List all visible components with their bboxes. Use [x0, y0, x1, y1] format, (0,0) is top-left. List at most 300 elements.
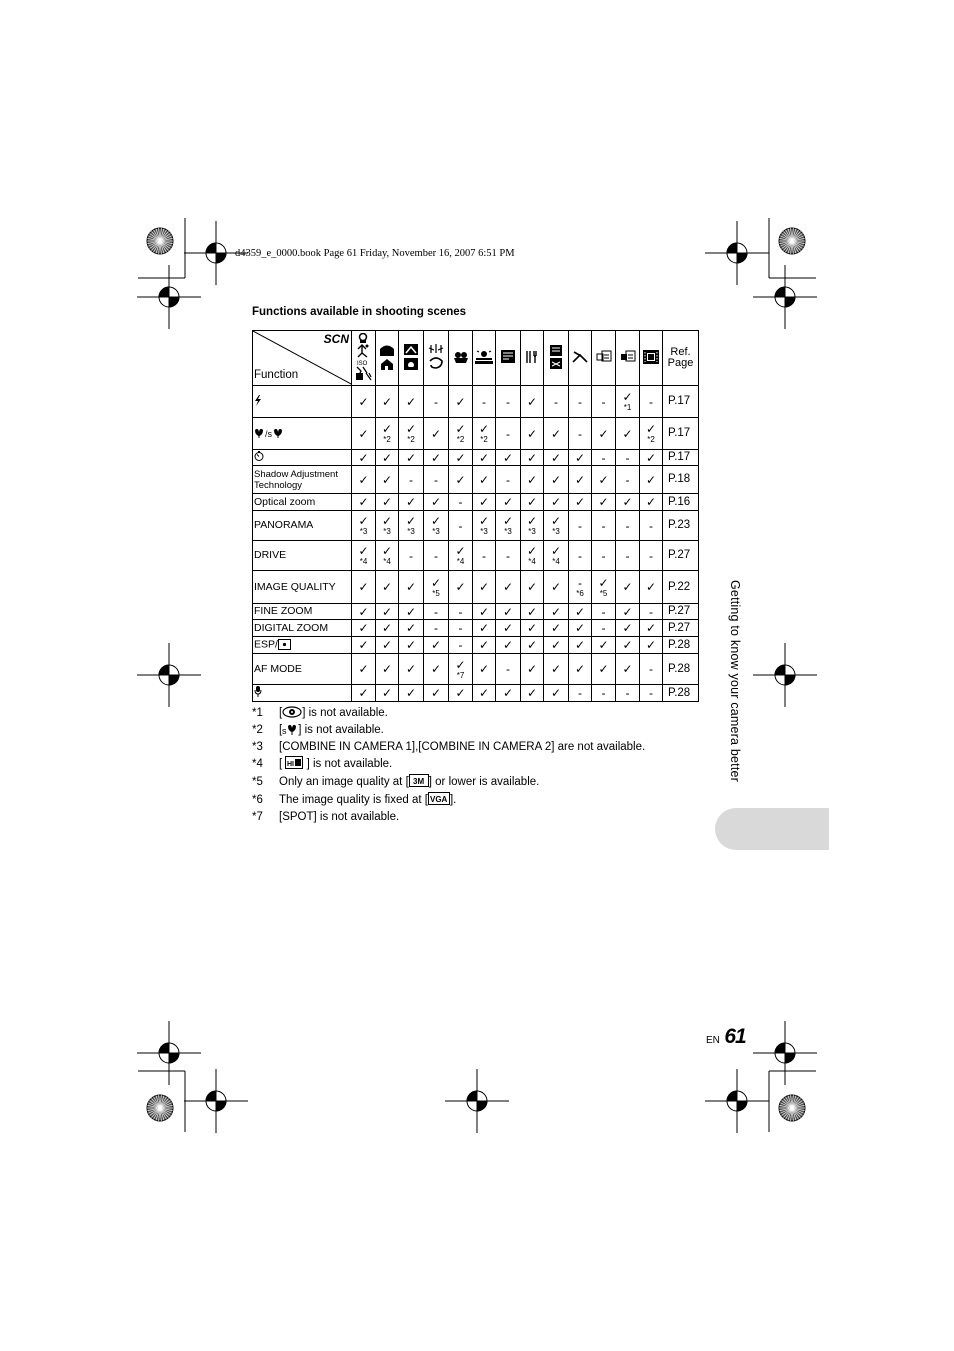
availability-cell — [449, 418, 473, 450]
availability-cell — [496, 466, 521, 494]
availability-cell — [569, 511, 592, 541]
availability-cell — [424, 637, 449, 654]
check-mark: ✓ — [645, 621, 657, 635]
svg-text:/s: /s — [265, 428, 273, 438]
availability-cell — [569, 654, 592, 685]
footnote-ref: *3 — [528, 527, 536, 536]
check-mark: ✓ — [455, 544, 466, 558]
availability-cell — [473, 541, 496, 571]
availability-cell — [592, 450, 616, 466]
footnote-ref: *3 — [432, 527, 440, 536]
availability-cell — [496, 511, 521, 541]
function-cell — [253, 654, 352, 685]
availability-cell — [473, 637, 496, 654]
dash-mark: - — [649, 548, 653, 563]
footnote-key: *4 — [252, 757, 263, 770]
page-number — [706, 1025, 746, 1049]
shoot-select-icon — [549, 361, 563, 373]
availability-cell — [521, 466, 544, 494]
availability-cell — [352, 654, 376, 685]
availability-cell — [424, 685, 449, 702]
availability-cell — [592, 418, 616, 450]
footnote-text-end: ] is not available. — [302, 707, 388, 719]
page-lang: EN — [706, 1035, 720, 1046]
check-mark: ✓ — [405, 495, 417, 509]
check-mark: ✓ — [405, 422, 417, 436]
footnote-ref: *3 — [552, 527, 560, 536]
availability-cell — [496, 571, 521, 604]
dash-mark: - — [506, 662, 510, 676]
dash-mark: - — [649, 394, 653, 409]
footnote-text: [COMBINE IN CAMERA 1],[COMBINE IN CAMERA 2] are not available. — [279, 741, 646, 754]
function-label: AF MODE — [254, 662, 302, 675]
self-portrait-sunset-icon — [403, 362, 419, 374]
availability-cell — [399, 450, 424, 466]
availability-cell — [544, 494, 569, 511]
check-mark: ✓ — [502, 638, 514, 652]
availability-cell — [496, 620, 521, 637]
availability-cell — [569, 604, 592, 620]
check-mark: ✓ — [645, 422, 657, 436]
function-label: IMAGE QUALITY — [254, 580, 336, 593]
availability-cell — [399, 494, 424, 511]
availability-cell — [424, 541, 449, 571]
availability-cell — [496, 541, 521, 571]
check-mark: ✓ — [526, 686, 538, 700]
check-mark: ✓ — [645, 495, 657, 509]
footnote-text: [ — [279, 757, 286, 770]
table-row — [253, 494, 699, 511]
check-mark: ✓ — [622, 495, 633, 509]
availability-cell — [640, 541, 663, 571]
check-mark: ✓ — [478, 422, 490, 436]
dash-mark: - — [601, 686, 606, 700]
check-mark: ✓ — [358, 472, 369, 487]
svg-text:HI: HI — [287, 760, 295, 768]
availability-cell — [544, 386, 569, 418]
function-cell — [253, 386, 352, 418]
availability-cell — [544, 466, 569, 494]
supermacro-icon — [282, 723, 298, 740]
check-mark: ✓ — [645, 450, 657, 465]
check-mark: ✓ — [526, 495, 538, 509]
check-mark: ✓ — [358, 580, 369, 594]
availability-cell — [473, 418, 496, 450]
availability-cell — [616, 386, 640, 418]
check-mark: ✓ — [598, 472, 609, 487]
check-mark: ✓ — [502, 580, 514, 594]
availability-cell — [449, 511, 473, 541]
file-header-line: d4359_e_0000.book Page 61 Friday, November 16, 2007 6:51 PM — [235, 248, 515, 259]
ref-page-cell: P.17 — [663, 418, 699, 450]
availability-cell — [473, 571, 496, 604]
check-mark: ✓ — [405, 580, 417, 594]
table-row — [253, 571, 699, 604]
availability-cell — [352, 685, 376, 702]
availability-cell — [352, 418, 376, 450]
side-tab — [715, 808, 829, 850]
check-mark: ✓ — [622, 426, 633, 441]
auction-icon — [525, 355, 539, 367]
dash-mark: - — [506, 394, 510, 409]
check-mark: ✓ — [550, 638, 562, 652]
dash-mark: - — [434, 548, 438, 563]
availability-cell — [376, 685, 399, 702]
check-mark: ✓ — [622, 604, 633, 619]
check-mark: ✓ — [430, 662, 442, 676]
availability-cell — [496, 685, 521, 702]
dash-mark: - — [625, 686, 630, 700]
function-cell — [253, 466, 352, 494]
availability-cell — [399, 637, 424, 654]
check-mark: ✓ — [550, 514, 562, 528]
ref-page-cell: P.27 — [663, 541, 699, 571]
check-mark: ✓ — [574, 662, 586, 676]
availability-cell — [592, 620, 616, 637]
check-mark: ✓ — [430, 575, 442, 590]
footnote-ref: *3 — [383, 527, 391, 536]
availability-cell — [352, 637, 376, 654]
check-mark: ✓ — [550, 472, 562, 487]
availability-cell — [521, 685, 544, 702]
dash-mark: - — [649, 518, 653, 533]
scene-header-movie-icon — [640, 331, 663, 386]
availability-cell — [399, 418, 424, 450]
check-mark: ✓ — [526, 394, 538, 409]
availability-cell — [496, 418, 521, 450]
footnote-ref: *4 — [528, 557, 536, 566]
availability-cell — [569, 685, 592, 702]
check-mark: ✓ — [478, 621, 490, 635]
availability-cell — [473, 685, 496, 702]
check-mark: ✓ — [645, 472, 657, 487]
check-mark: ✓ — [550, 426, 562, 441]
dash-mark: - — [601, 450, 606, 465]
check-mark: ✓ — [455, 657, 466, 672]
dash-mark: - — [601, 548, 606, 563]
footnote-text: The image quality is fixed at [ — [279, 794, 428, 807]
check-mark: ✓ — [430, 514, 442, 528]
availability-cell — [592, 494, 616, 511]
check-mark: ✓ — [455, 422, 466, 436]
check-mark: ✓ — [574, 472, 586, 487]
availability-cell — [592, 386, 616, 418]
availability-cell — [616, 450, 640, 466]
check-mark: ✓ — [478, 495, 490, 509]
check-mark: ✓ — [526, 580, 538, 594]
check-mark: ✓ — [381, 394, 393, 409]
dash-mark: - — [625, 548, 630, 563]
check-mark: ✓ — [526, 472, 538, 487]
ref-page-cell: P.27 — [663, 620, 699, 637]
function-cell — [253, 450, 352, 466]
availability-cell — [449, 386, 473, 418]
dash-mark: - — [434, 604, 438, 619]
check-mark: ✓ — [455, 450, 466, 465]
check-mark: ✓ — [358, 638, 369, 652]
dash-mark: - — [578, 394, 582, 409]
footnote-text-end: ] or lower is available. — [428, 775, 540, 788]
scene-header-beach-snow-icon — [569, 331, 592, 386]
check-mark: ✓ — [405, 686, 417, 700]
spot-metering-icon — [278, 639, 291, 650]
dash-mark: - — [649, 686, 653, 700]
check-mark: ✓ — [430, 450, 442, 465]
availability-cell — [399, 541, 424, 571]
check-mark: ✓ — [502, 621, 514, 635]
footnote-ref: *3 — [480, 527, 488, 536]
availability-cell — [473, 450, 496, 466]
availability-cell — [592, 511, 616, 541]
footnote — [252, 706, 645, 723]
availability-cell — [544, 418, 569, 450]
check-mark: ✓ — [550, 604, 562, 619]
check-mark: ✓ — [526, 514, 538, 528]
availability-cell — [569, 571, 592, 604]
check-mark: ✓ — [622, 662, 633, 676]
check-mark: ✓ — [502, 450, 514, 465]
function-cell — [253, 541, 352, 571]
footnotes — [252, 706, 645, 825]
dash-mark: - — [482, 548, 486, 563]
footnote-text-end: ] is not available. — [298, 724, 384, 737]
availability-cell — [640, 466, 663, 494]
ref-page-header — [663, 331, 699, 386]
availability-cell — [376, 654, 399, 685]
table-row — [253, 386, 699, 418]
check-mark: ✓ — [574, 450, 586, 465]
availability-cell — [592, 637, 616, 654]
check-mark: ✓ — [381, 638, 393, 652]
table-row — [253, 450, 699, 466]
footnote-ref: *4 — [456, 557, 465, 566]
availability-cell — [473, 386, 496, 418]
3m-icon — [409, 774, 429, 792]
cuisine-icon — [453, 354, 469, 366]
check-mark: ✓ — [622, 621, 633, 635]
svg-text:ISO: ISO — [356, 360, 367, 367]
availability-cell — [376, 386, 399, 418]
dash-mark: - — [458, 604, 463, 619]
availability-cell — [376, 541, 399, 571]
check-mark: ✓ — [574, 638, 586, 652]
availability-cell — [352, 541, 376, 571]
check-mark: ✓ — [478, 514, 490, 528]
check-mark: ✓ — [645, 638, 657, 652]
availability-cell — [616, 604, 640, 620]
check-mark: ✓ — [645, 580, 657, 594]
availability-cell — [473, 466, 496, 494]
availability-cell — [569, 386, 592, 418]
scene-header-documents-icon — [496, 331, 521, 386]
ref-page-cell: P.28 — [663, 654, 699, 685]
table-header-row — [253, 331, 699, 386]
availability-cell — [592, 571, 616, 604]
footnote-ref: *3 — [359, 527, 368, 536]
check-mark: ✓ — [405, 604, 417, 619]
footnote-key: *5 — [252, 775, 263, 788]
check-mark: ✓ — [358, 621, 369, 635]
availability-cell — [544, 654, 569, 685]
check-mark: ✓ — [598, 426, 609, 441]
check-mark: ✓ — [550, 580, 562, 594]
movie-icon — [643, 355, 659, 367]
availability-cell — [399, 654, 424, 685]
check-mark: ✓ — [358, 394, 369, 409]
availability-cell — [424, 511, 449, 541]
availability-cell — [352, 571, 376, 604]
check-mark: ✓ — [381, 450, 393, 465]
availability-cell — [569, 418, 592, 450]
scene-header-auction-icon — [521, 331, 544, 386]
function-label: PANORAMA — [254, 519, 314, 531]
availability-cell — [496, 386, 521, 418]
check-mark: ✓ — [598, 638, 609, 652]
footnote-text: [SPOT] is not available. — [279, 811, 400, 824]
ref-page-cell: P.23 — [663, 511, 699, 541]
availability-cell — [616, 685, 640, 702]
fireworks-icon — [427, 362, 445, 374]
footnote-key: *2 — [252, 724, 263, 737]
check-mark: ✓ — [526, 638, 538, 652]
check-mark: ✓ — [358, 514, 369, 528]
availability-cell — [496, 450, 521, 466]
availability-cell — [424, 571, 449, 604]
availability-cell — [616, 571, 640, 604]
dash-mark: - — [578, 548, 582, 563]
availability-cell — [473, 654, 496, 685]
scn-label: SCN — [323, 332, 349, 346]
availability-cell — [544, 620, 569, 637]
hi-sequential-icon — [285, 756, 303, 774]
portrait-landscape-night-sport-icons — [355, 360, 373, 384]
dash-mark: - — [506, 472, 510, 487]
beach-snow-icon — [572, 354, 588, 366]
dash-mark: - — [601, 604, 606, 619]
check-mark: ✓ — [478, 686, 490, 700]
red-eye-icon — [282, 706, 302, 723]
availability-cell — [424, 654, 449, 685]
dash-mark: - — [458, 495, 463, 509]
function-cell — [253, 604, 352, 620]
availability-cell — [640, 418, 663, 450]
availability-cell — [521, 604, 544, 620]
footnote-text: Only an image quality at [ — [279, 775, 409, 788]
table-row — [253, 511, 699, 541]
availability-cell — [449, 541, 473, 571]
scene-header-portrait-landscape-night-sport-icons — [352, 331, 376, 386]
function-label: Shadow Adjustment Technology — [254, 468, 338, 491]
table-row — [253, 685, 699, 702]
function-cell — [253, 685, 352, 702]
microphone-icon — [254, 686, 262, 697]
indoor-candle-icon — [379, 361, 395, 373]
availability-cell — [640, 571, 663, 604]
check-mark: ✓ — [478, 604, 490, 619]
check-mark: ✓ — [381, 580, 393, 594]
availability-cell — [424, 386, 449, 418]
underwater-macro-icon — [620, 355, 636, 367]
footnote-ref: *3 — [407, 527, 415, 536]
side-section-label: Getting to know your camera better — [728, 580, 742, 783]
check-mark: ✓ — [405, 621, 417, 635]
check-mark: ✓ — [405, 450, 417, 465]
dash-mark: - — [409, 548, 413, 563]
availability-cell — [424, 604, 449, 620]
availability-cell — [376, 620, 399, 637]
function-label: DRIVE — [254, 549, 287, 561]
section-title: Functions available in shooting scenes — [252, 306, 467, 318]
availability-cell — [592, 541, 616, 571]
check-mark: ✓ — [381, 544, 393, 558]
availability-cell — [473, 511, 496, 541]
table-row — [253, 654, 699, 685]
availability-cell — [521, 450, 544, 466]
availability-cell — [521, 620, 544, 637]
availability-cell — [424, 494, 449, 511]
availability-cell — [544, 511, 569, 541]
check-mark: ✓ — [405, 514, 417, 528]
scene-header-shoot-select-icon — [544, 331, 569, 386]
function-cell — [253, 494, 352, 511]
availability-cell — [352, 450, 376, 466]
availability-cell — [449, 450, 473, 466]
availability-cell — [616, 511, 640, 541]
availability-cell — [496, 604, 521, 620]
availability-cell — [569, 541, 592, 571]
availability-cell — [640, 386, 663, 418]
availability-cell — [449, 654, 473, 685]
availability-cell — [496, 637, 521, 654]
check-mark: ✓ — [502, 604, 514, 619]
check-mark: ✓ — [478, 472, 490, 487]
underwater-icon — [596, 355, 612, 367]
availability-cell — [521, 637, 544, 654]
availability-cell — [640, 494, 663, 511]
footnote-ref: *4 — [359, 557, 368, 566]
check-mark: ✓ — [381, 621, 393, 635]
check-mark: ✓ — [405, 394, 417, 409]
table-row — [253, 541, 699, 571]
check-mark: ✓ — [526, 604, 538, 619]
dash-mark: - — [506, 426, 510, 441]
availability-cell — [640, 637, 663, 654]
scene-header-underwater-icon — [592, 331, 616, 386]
availability-cell — [592, 466, 616, 494]
table-row — [253, 620, 699, 637]
dash-mark: - — [434, 621, 438, 635]
availability-cell — [352, 494, 376, 511]
availability-cell — [616, 620, 640, 637]
check-mark: ✓ — [478, 638, 490, 652]
dash-mark: - — [578, 575, 582, 590]
availability-cell — [424, 620, 449, 637]
footnote-ref: *2 — [407, 435, 415, 444]
check-mark: ✓ — [550, 662, 562, 676]
footnote-ref: *4 — [552, 557, 560, 566]
table-row — [253, 604, 699, 620]
check-mark: ✓ — [526, 450, 538, 465]
footnote-ref: *4 — [383, 557, 391, 566]
check-mark: ✓ — [574, 495, 586, 509]
check-mark: ✓ — [526, 426, 538, 441]
ref-page-cell: P.28 — [663, 685, 699, 702]
availability-cell — [640, 511, 663, 541]
dash-mark: - — [458, 621, 463, 635]
ref-header-line-1: Ref. — [670, 346, 691, 358]
dash-mark: - — [458, 518, 463, 533]
check-mark: ✓ — [381, 495, 393, 509]
